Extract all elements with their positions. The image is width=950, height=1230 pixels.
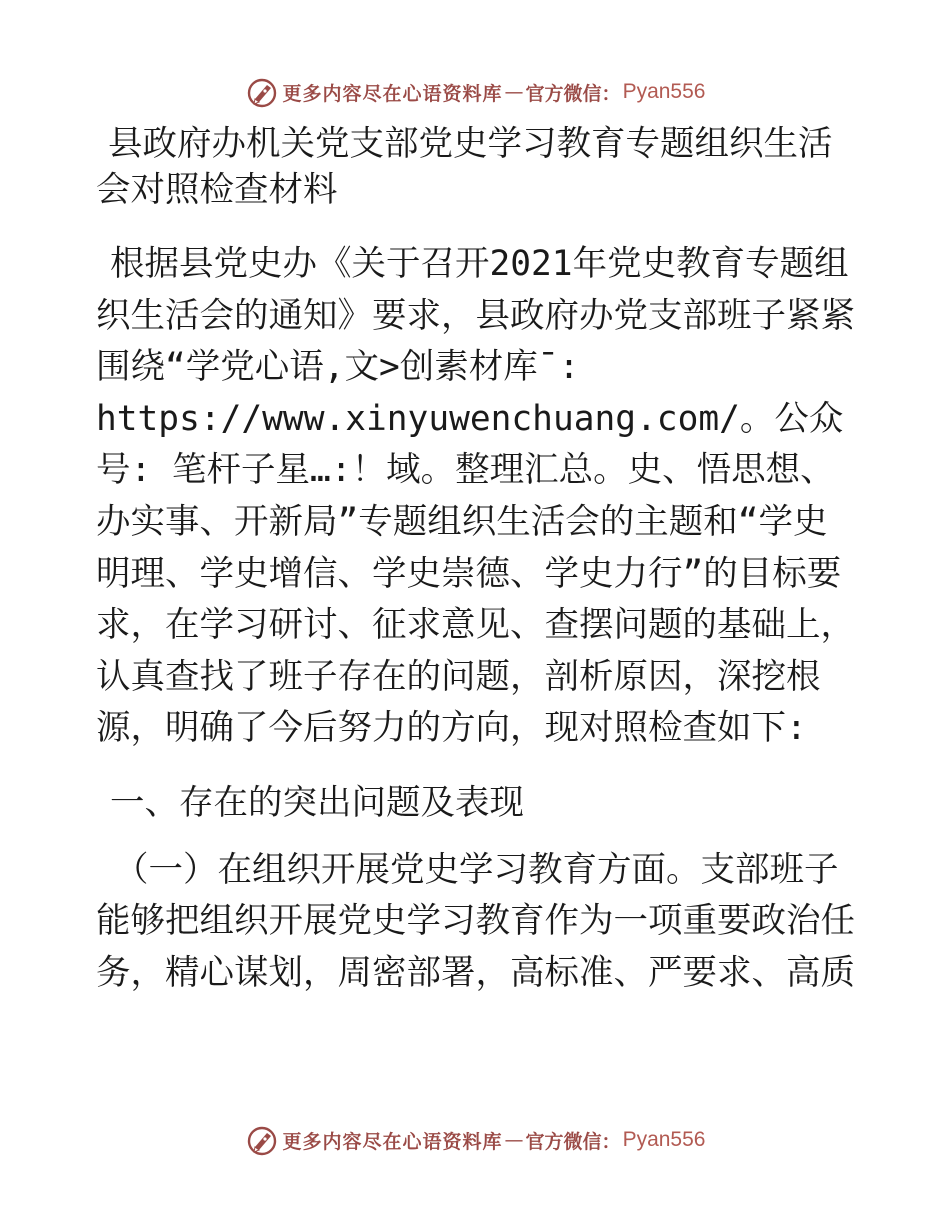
watermark-text: 更多内容尽在心语资料库 (282, 1130, 503, 1153)
subsection-paragraph: （一）在组织开展党史学习教育方面。支部班子能够把组织开展党史学习教育作为一项重要政治任务，精心谋划，周密部署，高标准、严要求、高质 (96, 849, 855, 993)
watermark-footer (0, 1120, 950, 1160)
watermark-wechat-label: 官方微信： (525, 82, 621, 105)
title-line-2: 会对照检查材料 (96, 170, 338, 210)
pen-nib-logo-icon (245, 1123, 279, 1157)
watermark-wechat-label: 官方微信： (525, 1130, 621, 1153)
watermark-text: 更多内容尽在心语资料库 (282, 82, 503, 105)
title-line-1: 县政府办机关党支部党史学习教育专题组织生活 (108, 124, 833, 164)
intro-paragraph: 根据县党史办《关于召开2021年党史教育专题组织生活会的通知》要求，县政府办党支部班子紧紧围绕“学党心语,文>创素材库¯: https://www.xinyuwenchuang.com/。公众号: 笔杆子星…:！域。整理汇总。史、悟思想、办实事、开新局”专题组织生活会的主题和“学史明理、学史增信、学史崇德、学史力行”的目标要求，在学习研讨、征求意见、查摆问题的基础上，认真查找了班子存在的问题，剖析原因，深挖根源，明确了今后努力的方向，现对照检查如下: (96, 244, 855, 749)
section-heading: 一、存在的突出问题及表现 (110, 782, 524, 823)
watermark-dash: — (504, 81, 524, 103)
document-title (96, 121, 856, 213)
pen-nib-logo-icon (245, 75, 279, 109)
document-body (96, 121, 856, 999)
watermark-dash: — (504, 1129, 524, 1151)
watermark-header (0, 72, 950, 112)
watermark-wechat-id: Pyan556 (622, 1128, 706, 1151)
watermark-wechat-id: Pyan556 (622, 80, 706, 103)
